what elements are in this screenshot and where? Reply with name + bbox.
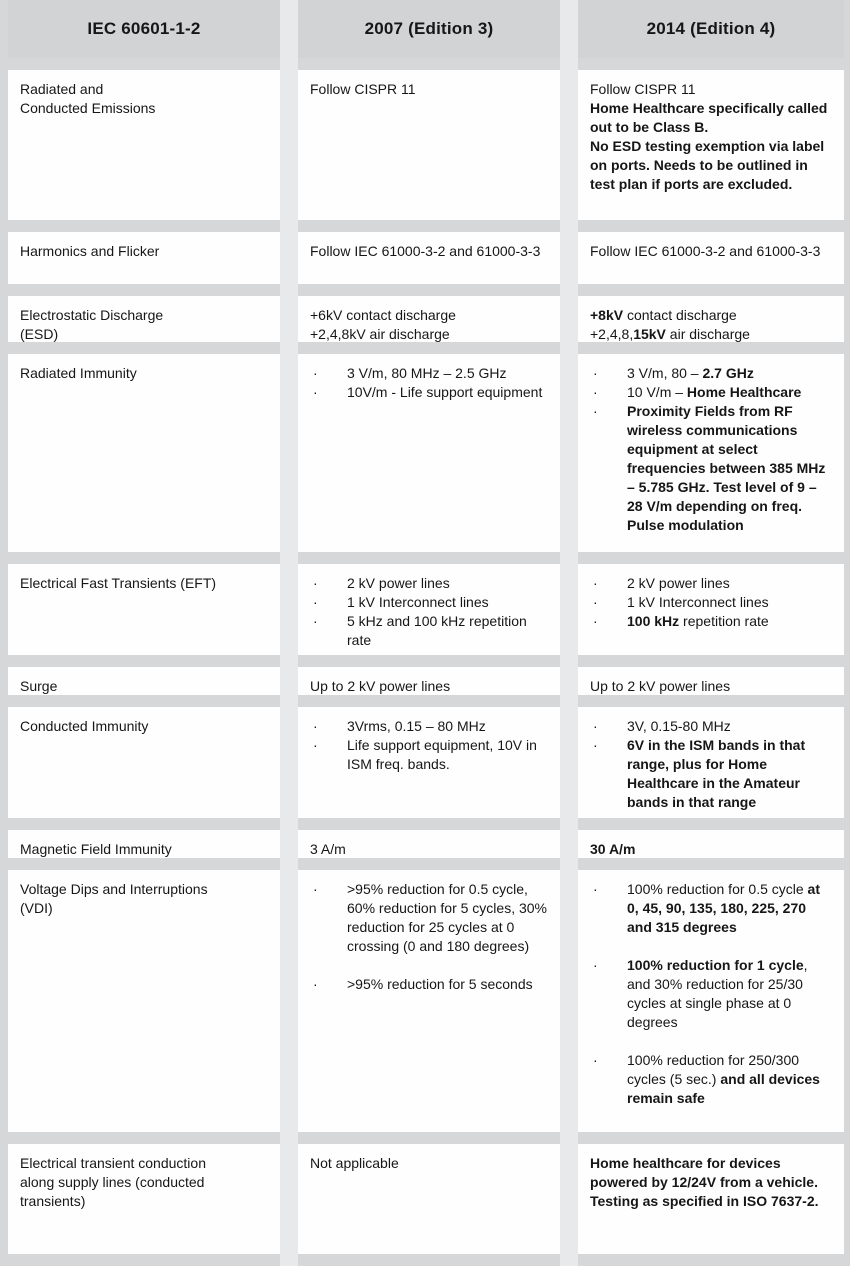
cell-2014 — [578, 667, 844, 695]
bullet-text — [627, 612, 769, 631]
column-header-iec: IEC 60601-1-2 — [8, 0, 280, 58]
text-segment: 3 V/m, 80 – — [627, 365, 703, 381]
row-label-line: (ESD) — [20, 326, 59, 342]
text-segment: +2,4,8, — [590, 326, 634, 342]
row-label-line: Surge — [20, 678, 58, 694]
bullet-text — [347, 383, 542, 402]
paragraph — [590, 99, 832, 137]
bullet-item — [310, 593, 548, 612]
row-label-line: Electrical Fast Transients (EFT) — [20, 575, 217, 591]
bullet-text — [627, 1051, 832, 1108]
paragraph — [590, 80, 832, 99]
bullet-marker: · — [593, 365, 598, 381]
bullet-marker: · — [593, 737, 598, 753]
row-label-line: Radiated Immunity — [20, 365, 137, 381]
cell-2014 — [578, 707, 844, 818]
cell-2014 — [578, 564, 844, 655]
row-label-line: Conducted Immunity — [20, 718, 149, 734]
cell-2007 — [298, 296, 560, 342]
text-segment: air discharge — [665, 326, 750, 342]
bold-text-segment: Home Healthcare — [686, 384, 802, 400]
bullet-text — [627, 736, 832, 812]
row-label-line: (VDI) — [20, 900, 53, 916]
bullet-text — [347, 574, 450, 593]
text-segment: Life support equipment, 10V in ISM freq. bands. — [347, 737, 537, 772]
cell-2014 — [578, 354, 844, 552]
bullet-text — [347, 364, 507, 383]
bullet-item — [310, 975, 548, 994]
bullet-item — [590, 880, 832, 937]
bullet-item — [310, 717, 548, 736]
paragraph — [310, 242, 548, 261]
bullet-text — [627, 383, 801, 402]
bullet-item — [590, 956, 832, 1032]
bullet-marker: · — [593, 384, 598, 400]
bullet-marker: · — [593, 1052, 598, 1068]
cell-2007 — [298, 564, 560, 655]
bullet-marker: · — [313, 575, 318, 591]
bullet-text — [627, 364, 754, 383]
cell-2014 — [578, 296, 844, 342]
paragraph — [590, 1154, 832, 1192]
text-segment: 5 kHz and 100 kHz repetition rate — [347, 613, 527, 648]
bold-text-segment: 30 A/m — [590, 841, 636, 857]
bullet-text — [347, 593, 489, 612]
row-label-line: Electrostatic Discharge — [20, 307, 164, 323]
bullet-item — [590, 717, 832, 736]
bullet-text — [627, 880, 832, 937]
text-segment: 10V/m - Life support equipment — [347, 384, 543, 400]
bullet-text — [627, 402, 832, 535]
bold-text-segment: Home healthcare for devices powered by 12/24V from a vehicle. — [590, 1155, 818, 1190]
bullet-item — [590, 612, 832, 631]
paragraph — [310, 306, 548, 325]
text-segment: >95% reduction for 5 seconds — [347, 976, 533, 992]
paragraph — [310, 677, 548, 696]
bold-text-segment: 6V in the ISM bands in that range, plus for Home Healthcare in the Amateur bands in that range — [627, 737, 806, 810]
bullet-marker: · — [313, 594, 318, 610]
text-segment: >95% reduction for 0.5 cycle, 60% reduction for 5 cycles, 30% reduction for 25 cycles at 0 crossing (0 and 180 degrees) — [347, 881, 547, 954]
text-segment: contact discharge — [623, 307, 737, 323]
row-label-line: Electrical transient conduction — [20, 1155, 206, 1171]
cell-2007 — [298, 667, 560, 695]
bold-text-segment: 15kV — [633, 326, 666, 342]
cell-2007 — [298, 707, 560, 818]
bullet-item — [310, 880, 548, 956]
bold-text-segment: +8kV — [590, 307, 624, 323]
cell-2007 — [298, 870, 560, 1132]
paragraph — [310, 1154, 548, 1173]
cell-2007 — [298, 354, 560, 552]
row-label-line: transients) — [20, 1193, 86, 1209]
text-segment: 3V, 0.15-80 MHz — [627, 718, 731, 734]
cell-2014 — [578, 232, 844, 284]
text-segment: +2,4,8kV air discharge — [310, 326, 450, 342]
text-segment: 3 A/m — [310, 841, 346, 857]
bullet-item — [310, 383, 548, 402]
bold-text-segment: 100 kHz — [627, 613, 680, 629]
bullet-text — [347, 975, 533, 994]
bullet-marker: · — [313, 737, 318, 753]
bullet-text — [347, 612, 548, 650]
bold-text-segment: 100% reduction for 1 cycle — [627, 957, 804, 973]
text-segment: Up to 2 kV power lines — [590, 678, 731, 694]
bold-text-segment: 2.7 GHz — [702, 365, 754, 381]
bold-text-segment: and all devices remain safe — [627, 1071, 820, 1106]
row-label-cell — [8, 667, 280, 695]
row-label-cell — [8, 707, 280, 818]
row-label-cell — [8, 296, 280, 342]
bullet-marker: · — [313, 976, 318, 992]
bullet-marker: · — [313, 881, 318, 897]
bold-text-segment: Proximity Fields from RF wireless communications equipment at select frequencies between 385 MHz – 5.785 GHz. Test level of 9 – 28 V/m depending on freq. Pulse modulation — [627, 403, 826, 533]
bullet-marker: · — [593, 957, 598, 973]
bullet-item — [590, 1051, 832, 1108]
bullet-text — [627, 593, 769, 612]
row-label-line: Conducted Emissions — [20, 100, 156, 116]
cell-2007 — [298, 232, 560, 284]
bold-text-segment: at 0, 45, 90, 135, 180, 225, 270 and 315 degrees — [627, 881, 820, 935]
bullet-marker: · — [593, 881, 598, 897]
text-segment: Follow IEC 61000-3-2 and 61000-3-3 — [310, 243, 541, 259]
bullet-item — [590, 402, 832, 535]
bullet-item — [590, 574, 832, 593]
bullet-marker: · — [313, 365, 318, 381]
bullet-marker: · — [313, 384, 318, 400]
text-segment: Not applicable — [310, 1155, 399, 1171]
text-segment: Follow CISPR 11 — [310, 81, 416, 97]
row-label-cell — [8, 232, 280, 284]
bullet-text — [627, 956, 832, 1032]
bullet-item — [590, 364, 832, 383]
paragraph — [590, 137, 832, 194]
text-segment: 3 V/m, 80 MHz – 2.5 GHz — [347, 365, 507, 381]
row-label-line: along supply lines (conducted — [20, 1174, 205, 1190]
row-label-line: Voltage Dips and Interruptions — [20, 881, 208, 897]
bullet-item — [590, 383, 832, 402]
paragraph — [590, 325, 832, 344]
text-segment: +6kV contact discharge — [310, 307, 456, 323]
cell-2007 — [298, 830, 560, 858]
row-label-cell — [8, 70, 280, 220]
paragraph — [590, 677, 832, 696]
cell-2007 — [298, 1144, 560, 1254]
bullet-text — [627, 574, 730, 593]
bullet-marker: · — [313, 613, 318, 629]
bullet-item — [310, 736, 548, 774]
row-label-cell — [8, 1144, 280, 1254]
bold-text-segment: No ESD testing exemption via label on ports. Needs to be outlined in test plan if ports are excluded. — [590, 138, 825, 192]
bullet-marker: · — [593, 403, 598, 419]
bullet-marker: · — [593, 575, 598, 591]
bullet-marker: · — [593, 594, 598, 610]
bullet-item — [310, 612, 548, 650]
text-segment: 100% reduction for 0.5 cycle — [627, 881, 808, 897]
bullet-text — [347, 717, 486, 736]
row-label-cell — [8, 830, 280, 858]
paragraph — [310, 325, 548, 344]
bullet-item — [310, 574, 548, 593]
bullet-marker: · — [313, 718, 318, 734]
paragraph — [590, 1192, 832, 1211]
bullet-text — [347, 736, 548, 774]
paragraph — [310, 840, 548, 859]
text-segment: 3Vrms, 0.15 – 80 MHz — [347, 718, 486, 734]
text-segment: Up to 2 kV power lines — [310, 678, 451, 694]
cell-2014 — [578, 870, 844, 1132]
row-label-cell — [8, 564, 280, 655]
paragraph — [310, 80, 548, 99]
row-label-line: Harmonics and Flicker — [20, 243, 160, 259]
text-segment: Follow IEC 61000-3-2 and 61000-3-3 — [590, 243, 821, 259]
column-header-2007: 2007 (Edition 3) — [298, 0, 560, 58]
text-segment: repetition rate — [679, 613, 769, 629]
bullet-marker: · — [593, 718, 598, 734]
bullet-item — [590, 736, 832, 812]
bullet-item — [310, 364, 548, 383]
paragraph — [590, 242, 832, 261]
bullet-item — [590, 593, 832, 612]
bold-text-segment: Home Healthcare specifically called out to be Class B. — [590, 100, 828, 135]
text-segment: 1 kV Interconnect lines — [347, 594, 489, 610]
text-segment: 2 kV power lines — [627, 575, 730, 591]
text-segment: Follow CISPR 11 — [590, 81, 696, 97]
cell-2014 — [578, 830, 844, 858]
row-label-cell — [8, 354, 280, 552]
text-segment: 10 V/m – — [627, 384, 687, 400]
text-segment: , and 30% reduction for 25/30 cycles at single phase at 0 degrees — [627, 957, 808, 1030]
paragraph — [590, 840, 832, 859]
row-label-line: Radiated and — [20, 81, 104, 97]
row-label-line: Magnetic Field Immunity — [20, 841, 172, 857]
cell-2014 — [578, 70, 844, 220]
row-label-cell — [8, 870, 280, 1132]
text-segment: 1 kV Interconnect lines — [627, 594, 769, 610]
bullet-text — [627, 717, 731, 736]
cell-2007 — [298, 70, 560, 220]
bullet-text — [347, 880, 548, 956]
cell-2014 — [578, 1144, 844, 1254]
text-segment: 100% reduction for 250/300 cycles (5 sec.) — [627, 1052, 800, 1087]
paragraph — [590, 306, 832, 325]
bullet-marker: · — [593, 613, 598, 629]
column-header-2014: 2014 (Edition 4) — [578, 0, 844, 58]
bold-text-segment: Testing as specified in ISO 7637-2. — [590, 1193, 819, 1209]
text-segment: 2 kV power lines — [347, 575, 450, 591]
